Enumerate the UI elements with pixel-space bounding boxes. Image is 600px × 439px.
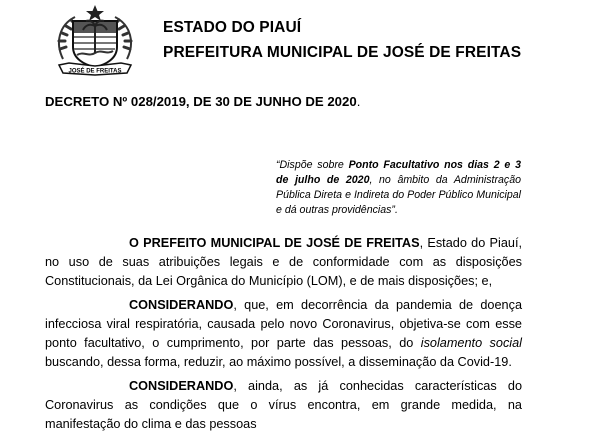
decree-body (45, 234, 522, 439)
decree-title-period: . (356, 94, 361, 109)
decree-title-text: DECRETO Nº 028/2019, DE 30 DE JUNHO DE 2020 (45, 94, 357, 109)
summary-part-1: “Dispõe sobre (276, 159, 349, 171)
intro-bold: O PREFEITO MUNICIPAL DE JOSÉ DE FREITAS (129, 236, 420, 250)
municipality-name: PREFEITURA MUNICIPAL DE JOSÉ DE FREITAS (163, 44, 522, 61)
decree-summary (276, 158, 521, 218)
considerando-2-bold: CONSIDERANDO (129, 379, 234, 393)
considerando-paragraph-1 (45, 296, 522, 372)
considerando-1-italic: isolamento social (420, 336, 522, 350)
seal-banner-text: JOSÉ DE FREITAS (68, 68, 122, 75)
considerando-1-text-b: buscando, dessa forma, reduzir, ao máximo possível, a disseminação da Covid-19. (45, 355, 512, 369)
considerando-2-text: , ainda, as já conhecidas características do Coronavirus as condições que o vírus encontra, em grande medida, na manifestação do clima e das pessoas (45, 379, 522, 431)
summary-bold: Ponto Facultativo nos dias 2 e 3 de julho de 2020 (276, 159, 521, 186)
seal-emblem (59, 5, 131, 75)
considerando-1-bold: CONSIDERANDO (129, 298, 234, 312)
municipal-seal-logo (53, 3, 137, 81)
summary-part-2: , no âmbito da Administração Pública Direta e Indireta do Poder Público Municipal e dá outras providências”. (276, 174, 521, 216)
document-header (163, 18, 521, 63)
intro-paragraph (45, 234, 522, 291)
intro-text: , Estado do Piauí, no uso de suas atribuições legais e de conformidade com as disposições Constitucionais, da Lei Orgânica do Município (LOM), e de mais disposições; e, (45, 236, 523, 288)
state-name: ESTADO DO PIAUÍ (163, 19, 302, 36)
considerando-1-text-a: , que, em decorrência da pandemia de doença infecciosa viral respiratória, causada pelo novo Coronavirus, objetiva-se com esse ponto facultativo, o cumprimento, por parte das pessoas, do (45, 298, 522, 350)
decree-title (45, 94, 360, 109)
considerando-paragraph-2 (45, 377, 522, 434)
